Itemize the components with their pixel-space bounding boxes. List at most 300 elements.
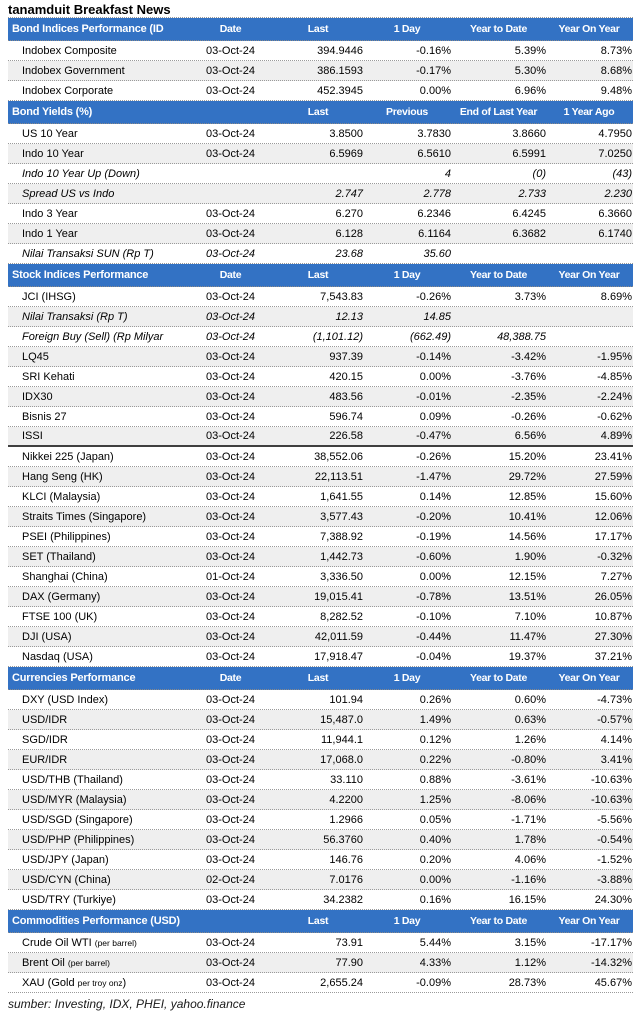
cell-year-on-year: 15.60% <box>594 490 632 503</box>
column-header-last: Last <box>307 269 329 281</box>
cell-last: 7,388.92 <box>320 530 363 543</box>
cell-year-to-date: -2.35% <box>511 390 546 403</box>
table-row <box>8 870 633 890</box>
cell-date: 02-Oct-24 <box>206 873 255 886</box>
section-title: Currencies Performance <box>12 672 136 684</box>
table-row <box>8 527 633 547</box>
table-row <box>8 427 633 447</box>
row-label: USD/MYR (Malaysia) <box>22 793 127 806</box>
row-label: USD/JPY (Japan) <box>22 853 109 866</box>
cell-1-year-ago: 6.3660 <box>598 207 632 220</box>
cell-year-to-date: 16.15% <box>508 893 546 906</box>
cell-date: 03-Oct-24 <box>206 127 255 140</box>
row-label <box>8 957 188 969</box>
cell-date: 03-Oct-24 <box>206 590 255 603</box>
table-row <box>8 447 633 467</box>
cell-year-to-date: 14.56% <box>508 530 546 543</box>
cell-last: 596.74 <box>329 410 363 423</box>
cell-year-on-year: 3.41% <box>600 753 632 766</box>
cell-date: 03-Oct-24 <box>206 630 255 643</box>
row-label-unit: (per barrel) <box>94 937 137 948</box>
cell-last: 937.39 <box>329 350 363 363</box>
cell-year-to-date: 1.78% <box>514 833 546 846</box>
cell-last: 7.0176 <box>329 873 363 886</box>
cell-last: 2.747 <box>335 187 363 200</box>
row-label-main: Brent Oil <box>22 956 65 969</box>
cell-last: 386.1593 <box>317 64 363 77</box>
cell-previous: 35.60 <box>423 247 451 260</box>
cell-date: 03-Oct-24 <box>206 833 255 846</box>
cell-last: 1.2966 <box>329 813 363 826</box>
cell-1-day: 0.26% <box>419 693 451 706</box>
table-row <box>8 690 633 710</box>
table-row <box>8 933 633 953</box>
cell-year-on-year: -17.17% <box>591 936 632 949</box>
cell-last: 420.15 <box>329 370 363 383</box>
cell-last: (1,101.12) <box>312 330 363 343</box>
column-header-year-on-year: Year On Year <box>558 23 620 35</box>
table-row <box>8 244 633 264</box>
cell-1-day: -0.26% <box>416 450 451 463</box>
section-header-bond-indices-performance-id <box>8 18 633 41</box>
cell-date: 03-Oct-24 <box>206 147 255 160</box>
section-title: Bond Indices Performance (ID <box>12 23 164 35</box>
cell-date: 03-Oct-24 <box>206 713 255 726</box>
row-label: IDX30 <box>22 390 53 403</box>
cell-date: 03-Oct-24 <box>206 470 255 483</box>
cell-last: 3,336.50 <box>320 570 363 583</box>
cell-1-day: -0.17% <box>416 64 451 77</box>
row-label-main: XAU (Gold <box>22 976 75 989</box>
cell-year-to-date: 1.90% <box>514 550 546 563</box>
cell-1-year-ago: 4.7950 <box>598 127 632 140</box>
section-header-bond-yields <box>8 101 633 124</box>
cell-date: 03-Oct-24 <box>206 956 255 969</box>
cell-1-day: 0.20% <box>419 853 451 866</box>
row-label-main: Crude Oil WTI <box>22 936 92 949</box>
row-label: PSEI (Philippines) <box>22 530 111 543</box>
row-label: Nilai Transaksi SUN (Rp T) <box>22 247 154 260</box>
column-header-last: Last <box>307 106 329 118</box>
cell-last: 34.2382 <box>323 893 363 906</box>
cell-1-year-ago: 6.1740 <box>598 227 632 240</box>
cell-last: 4.2200 <box>329 793 363 806</box>
cell-last: 12.13 <box>335 310 363 323</box>
cell-year-to-date: 11.47% <box>509 630 546 643</box>
row-label-unit: per troy onz <box>77 977 123 988</box>
cell-date: 03-Oct-24 <box>206 390 255 403</box>
cell-last: 77.90 <box>335 956 363 969</box>
cell-1-day: 1.49% <box>419 713 451 726</box>
cell-last: 7,543.83 <box>320 290 363 303</box>
row-label: Indo 1 Year <box>22 227 78 240</box>
cell-last: 146.76 <box>329 853 363 866</box>
table-row <box>8 81 633 101</box>
cell-year-on-year: 27.59% <box>594 470 632 483</box>
cell-year-to-date: 5.30% <box>514 64 546 77</box>
table-row <box>8 973 633 993</box>
table-row <box>8 647 633 667</box>
row-label-tail: ) <box>122 976 127 989</box>
row-label: ISSI <box>22 430 43 442</box>
table-row <box>8 467 633 487</box>
row-label: Foreign Buy (Sell) (Rp Milyar <box>22 330 164 343</box>
row-label: Nasdaq (USA) <box>22 650 93 663</box>
cell-year-on-year: 8.69% <box>600 290 632 303</box>
section-title: Commodities Performance (USD) <box>12 915 180 927</box>
cell-last: 452.3945 <box>317 84 363 97</box>
cell-last: 56.3760 <box>323 833 363 846</box>
cell-last: 19,015.41 <box>314 590 363 603</box>
table-row <box>8 61 633 81</box>
row-label: KLCI (Malaysia) <box>22 490 101 503</box>
row-label: DXY (USD Index) <box>22 693 108 706</box>
cell-1-year-ago: 7.0250 <box>598 147 632 160</box>
cell-year-to-date: 1.26% <box>514 733 546 746</box>
cell-year-on-year: 23.41% <box>594 450 632 463</box>
row-label: SRI Kehati <box>22 370 75 383</box>
table-row <box>8 224 633 244</box>
table-row <box>8 890 633 910</box>
cell-1-day: (662.49) <box>410 330 451 343</box>
cell-last: 6.270 <box>335 207 363 220</box>
row-label: EUR/IDR <box>22 753 68 766</box>
cell-date: 03-Oct-24 <box>206 44 255 57</box>
report-table <box>8 17 633 993</box>
table-row <box>8 407 633 427</box>
column-header-date: Date <box>219 23 242 35</box>
column-header-end-of-last-year: End of Last Year <box>459 106 538 118</box>
cell-last: 11,944.1 <box>320 733 363 746</box>
table-row <box>8 830 633 850</box>
cell-1-day: -0.16% <box>416 44 451 57</box>
cell-year-to-date: 19.37% <box>508 650 546 663</box>
row-label: Indo 10 Year <box>22 147 84 160</box>
column-header-year-to-date: Year to Date <box>469 915 528 927</box>
table-row <box>8 367 633 387</box>
table-row <box>8 507 633 527</box>
column-header-date: Date <box>219 672 242 684</box>
row-label <box>8 937 188 949</box>
cell-date: 03-Oct-24 <box>206 853 255 866</box>
table-row <box>8 164 633 184</box>
cell-year-to-date: -0.26% <box>511 410 546 423</box>
row-label: USD/CYN (China) <box>22 873 111 886</box>
column-header-year-on-year: Year On Year <box>558 915 620 927</box>
cell-1-year-ago: 2.230 <box>604 187 632 200</box>
cell-year-on-year: 26.05% <box>594 590 632 603</box>
cell-previous: 3.7830 <box>417 127 451 140</box>
cell-previous: 6.5610 <box>417 147 451 160</box>
table-row <box>8 327 633 347</box>
cell-1-day: 0.14% <box>419 490 451 503</box>
cell-year-to-date: 6.56% <box>514 430 546 442</box>
section-title: Bond Yields (%) <box>12 106 93 118</box>
cell-1-day: -0.47% <box>416 430 451 442</box>
cell-year-to-date: -3.76% <box>511 370 546 383</box>
cell-end-of-last-year: 2.733 <box>518 187 546 200</box>
column-header-year-on-year: Year On Year <box>558 269 620 281</box>
cell-1-day: -0.09% <box>416 976 451 989</box>
cell-previous: 2.778 <box>423 187 451 200</box>
cell-1-day: 0.12% <box>419 733 451 746</box>
table-row <box>8 730 633 750</box>
cell-end-of-last-year: 6.5991 <box>512 147 546 160</box>
cell-last: 8,282.52 <box>320 610 363 623</box>
cell-year-on-year: -1.95% <box>597 350 632 363</box>
cell-year-to-date: -0.80% <box>511 753 546 766</box>
cell-1-day: 1.25% <box>419 793 451 806</box>
page-title: tanamduit Breakfast News <box>8 2 171 17</box>
cell-1-day: -0.04% <box>416 650 451 663</box>
cell-date: 03-Oct-24 <box>206 650 255 663</box>
column-header-last: Last <box>307 23 329 35</box>
cell-year-on-year: 17.17% <box>594 530 632 543</box>
cell-year-on-year: 8.73% <box>600 44 632 57</box>
cell-year-to-date: 29.72% <box>508 470 546 483</box>
cell-date: 03-Oct-24 <box>206 753 255 766</box>
section-header-commodities-performance-usd <box>8 910 633 933</box>
cell-1-day: 0.00% <box>419 570 451 583</box>
table-row <box>8 547 633 567</box>
cell-year-to-date: 5.39% <box>514 44 546 57</box>
cell-last: 17,918.47 <box>314 650 363 663</box>
column-header-1-day: 1 Day <box>393 672 421 684</box>
cell-year-to-date: -1.16% <box>511 873 546 886</box>
table-row <box>8 953 633 973</box>
cell-last: 483.56 <box>329 390 363 403</box>
cell-date: 03-Oct-24 <box>206 693 255 706</box>
cell-date: 03-Oct-24 <box>206 207 255 220</box>
cell-date: 03-Oct-24 <box>206 490 255 503</box>
table-row <box>8 41 633 61</box>
cell-date: 03-Oct-24 <box>206 813 255 826</box>
cell-last: 15,487.0 <box>320 713 363 726</box>
cell-year-on-year: -4.73% <box>597 693 632 706</box>
row-label: USD/TRY (Turkiye) <box>22 893 116 906</box>
row-label: SET (Thailand) <box>22 550 96 563</box>
cell-year-on-year: -0.57% <box>597 713 632 726</box>
cell-1-day: -1.47% <box>416 470 451 483</box>
cell-last: 3.8500 <box>329 127 363 140</box>
row-label: USD/PHP (Philippines) <box>22 833 135 846</box>
cell-date: 01-Oct-24 <box>206 570 255 583</box>
cell-year-to-date: 3.73% <box>514 290 546 303</box>
table-row <box>8 307 633 327</box>
cell-last: 1,641.55 <box>320 490 363 503</box>
cell-year-on-year: 45.67% <box>594 976 632 989</box>
cell-year-to-date: 0.63% <box>514 713 546 726</box>
column-header-year-on-year: Year On Year <box>558 672 620 684</box>
cell-year-on-year: 37.21% <box>594 650 632 663</box>
table-row <box>8 144 633 164</box>
row-label: SGD/IDR <box>22 733 68 746</box>
column-header-last: Last <box>307 672 329 684</box>
row-label: Indo 10 Year Up (Down) <box>22 167 140 180</box>
cell-1-year-ago: (43) <box>612 167 632 180</box>
table-row <box>8 790 633 810</box>
cell-last: 17,068.0 <box>320 753 363 766</box>
row-label: Straits Times (Singapore) <box>22 510 147 523</box>
cell-year-to-date: 3.15% <box>514 936 546 949</box>
row-label: Indobex Composite <box>22 44 117 57</box>
cell-year-to-date: -1.71% <box>511 813 546 826</box>
cell-year-on-year: 7.27% <box>600 570 632 583</box>
column-header-1-year-ago: 1 Year Ago <box>563 106 615 118</box>
row-label: USD/SGD (Singapore) <box>22 813 133 826</box>
cell-date: 03-Oct-24 <box>206 936 255 949</box>
cell-last: 33.110 <box>330 773 363 786</box>
cell-date: 03-Oct-24 <box>206 450 255 463</box>
cell-year-on-year: -1.52% <box>597 853 632 866</box>
cell-previous: 6.2346 <box>417 207 451 220</box>
cell-year-on-year: -3.88% <box>597 873 632 886</box>
cell-year-on-year: 8.68% <box>600 64 632 77</box>
column-header-previous: Previous <box>386 106 428 118</box>
cell-date: 03-Oct-24 <box>206 793 255 806</box>
table-row <box>8 627 633 647</box>
column-header-date: Date <box>219 269 242 281</box>
cell-1-day: 0.16% <box>419 893 451 906</box>
cell-1-day: 0.40% <box>419 833 451 846</box>
cell-year-on-year: -10.63% <box>591 773 632 786</box>
column-header-year-to-date: Year to Date <box>469 23 528 35</box>
section-header-stock-indices-performance <box>8 264 633 287</box>
row-label: Indo 3 Year <box>22 207 78 220</box>
cell-year-on-year: 9.48% <box>600 84 632 97</box>
row-label: Indobex Corporate <box>22 84 114 97</box>
cell-1-day: 14.85 <box>423 310 451 323</box>
row-label: Bisnis 27 <box>22 410 67 423</box>
cell-date: 03-Oct-24 <box>206 976 255 989</box>
cell-year-on-year: 10.87% <box>594 610 632 623</box>
cell-year-to-date: 15.20% <box>508 450 546 463</box>
table-row <box>8 750 633 770</box>
table-row <box>8 287 633 307</box>
cell-1-day: -0.19% <box>416 530 451 543</box>
cell-date: 03-Oct-24 <box>206 310 255 323</box>
cell-1-day: -0.14% <box>416 350 451 363</box>
cell-previous: 6.1164 <box>418 227 451 240</box>
cell-date: 03-Oct-24 <box>206 84 255 97</box>
table-row <box>8 184 633 204</box>
cell-date: 03-Oct-24 <box>206 510 255 523</box>
table-row <box>8 770 633 790</box>
cell-year-on-year: 12.06% <box>594 510 632 523</box>
row-label: Shanghai (China) <box>22 570 108 583</box>
cell-1-day: 0.00% <box>419 873 451 886</box>
cell-year-on-year: -14.32% <box>591 956 632 969</box>
cell-1-day: -0.78% <box>416 590 451 603</box>
cell-year-to-date: 10.41% <box>508 510 546 523</box>
cell-last: 101.94 <box>329 693 363 706</box>
cell-year-on-year: 27.30% <box>594 630 632 643</box>
row-label: Nilai Transaksi (Rp T) <box>22 310 128 323</box>
cell-1-day: 0.09% <box>419 410 451 423</box>
cell-end-of-last-year: (0) <box>532 167 546 180</box>
cell-last: 226.58 <box>329 430 363 442</box>
cell-year-on-year: 4.89% <box>600 430 632 442</box>
cell-1-day: 0.22% <box>419 753 451 766</box>
cell-year-to-date: -3.42% <box>511 350 546 363</box>
source-note: sumber: Investing, IDX, PHEI, yahoo.finance <box>8 997 246 1011</box>
cell-date: 03-Oct-24 <box>206 773 255 786</box>
cell-date: 03-Oct-24 <box>206 733 255 746</box>
column-header-1-day: 1 Day <box>393 915 421 927</box>
row-label: DAX (Germany) <box>22 590 101 603</box>
cell-year-to-date: 28.73% <box>508 976 546 989</box>
cell-year-to-date: 12.85% <box>508 490 546 503</box>
cell-date: 03-Oct-24 <box>206 530 255 543</box>
row-label-unit: (per barrel) <box>67 957 110 968</box>
cell-year-to-date: -3.61% <box>511 773 546 786</box>
cell-1-day: 0.00% <box>419 84 451 97</box>
cell-year-to-date: -8.06% <box>511 793 546 806</box>
cell-last: 394.9446 <box>317 44 363 57</box>
table-row <box>8 347 633 367</box>
cell-end-of-last-year: 3.8660 <box>512 127 546 140</box>
cell-end-of-last-year: 6.3682 <box>512 227 546 240</box>
cell-1-day: -0.26% <box>416 290 451 303</box>
cell-1-day: -0.20% <box>416 510 451 523</box>
cell-last: 3,577.43 <box>320 510 363 523</box>
table-row <box>8 204 633 224</box>
row-label: FTSE 100 (UK) <box>22 610 98 623</box>
cell-date: 03-Oct-24 <box>206 430 255 442</box>
cell-year-to-date: 12.15% <box>508 570 546 583</box>
cell-1-day: 4.33% <box>419 956 451 969</box>
cell-year-on-year: -2.24% <box>597 390 632 403</box>
cell-last: 1,442.73 <box>320 550 363 563</box>
row-label: USD/IDR <box>22 713 68 726</box>
cell-date: 03-Oct-24 <box>206 247 255 260</box>
cell-year-on-year: 24.30% <box>594 893 632 906</box>
cell-1-day: 5.44% <box>419 936 451 949</box>
cell-date: 03-Oct-24 <box>206 290 255 303</box>
table-row <box>8 710 633 730</box>
row-label: JCI (IHSG) <box>22 290 76 303</box>
row-label: Nikkei 225 (Japan) <box>22 450 114 463</box>
cell-date: 03-Oct-24 <box>206 370 255 383</box>
cell-1-day: 0.88% <box>419 773 451 786</box>
table-row <box>8 607 633 627</box>
cell-date: 03-Oct-24 <box>206 330 255 343</box>
cell-last: 42,011.59 <box>314 630 363 643</box>
cell-year-to-date: 0.60% <box>514 693 546 706</box>
row-label: Hang Seng (HK) <box>22 470 103 483</box>
cell-year-on-year: -0.54% <box>597 833 632 846</box>
cell-date: 03-Oct-24 <box>206 227 255 240</box>
column-header-last: Last <box>307 915 329 927</box>
section-header-currencies-performance <box>8 667 633 690</box>
cell-1-day: -0.01% <box>416 390 451 403</box>
cell-date: 03-Oct-24 <box>206 550 255 563</box>
row-label: Spread US vs Indo <box>22 187 115 200</box>
cell-date: 03-Oct-24 <box>206 350 255 363</box>
cell-date: 03-Oct-24 <box>206 410 255 423</box>
cell-year-to-date: 13.51% <box>508 590 546 603</box>
table-row <box>8 567 633 587</box>
row-label: US 10 Year <box>22 127 78 140</box>
cell-date: 03-Oct-24 <box>206 610 255 623</box>
row-label: DJI (USA) <box>22 630 72 643</box>
cell-previous: 4 <box>444 167 451 180</box>
cell-date: 03-Oct-24 <box>206 64 255 77</box>
cell-year-to-date: 4.06% <box>514 853 546 866</box>
row-label: USD/THB (Thailand) <box>22 773 123 786</box>
cell-last: 73.91 <box>335 936 363 949</box>
cell-last: 6.128 <box>335 227 363 240</box>
